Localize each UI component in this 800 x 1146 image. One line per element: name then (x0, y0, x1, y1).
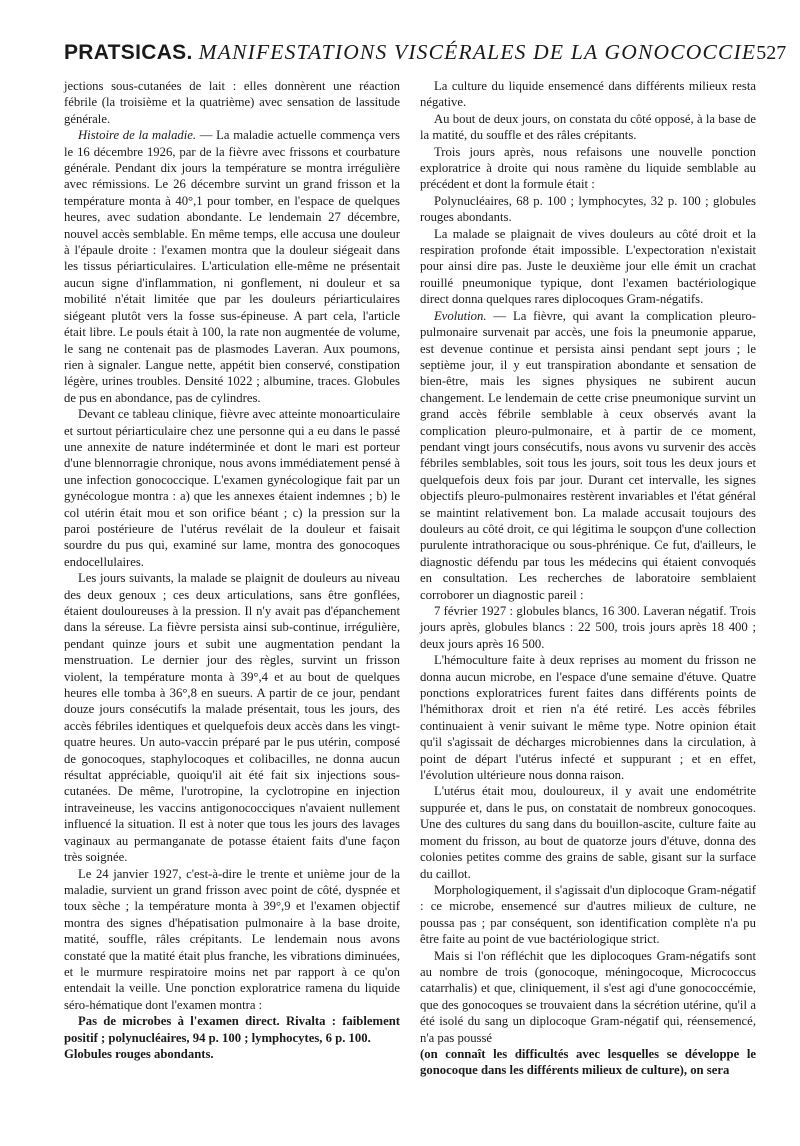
paragraph: Les jours suivants, la malade se plaignit de douleurs au niveau des deux genoux ; ces deux articulations, sans être gonflées, étaient douloureuses à la pression. Il n'y avait pas d'épanchement dans la séreuse. La fièvre persista ainsi sub-continue, irrégulière, pendant quinze jours et subit une augmentation pendant la menstruation. Le dernier jour des règles, survint un frisson violent, la température monta à 39°,4 et au bout de quelques heures elle tomba à 36°,8 en sueurs. A partir de ce jour, pendant douze jours consécutifs la malade présentait, tous les jours, des accès fébriles identiques et quelquefois deux accès dans les vingt-quatre heures. Un auto-vaccin préparé par le pus utérin, composé de gonocoques, staphylocoques et colibacilles, ne donna aucun résultat appréciable, quoiqu'il ait été fait six injections sous-cutanées. De même, l'urotropine, la cyclotropine en injection intraveineuse, les vaccins antigonococciques n'avaient nullement influencé la situation. Il est à noter que tous les jours des lavages vaginaux au permanganate de potasse étaient faits d'une façon très soignée. (64, 571, 400, 865)
paragraph: La culture du liquide ensemencé dans différents milieux resta négative. (420, 79, 756, 110)
paragraph: Mais si l'on réfléchit que les diplocoques Gram-négatifs sont au nombre de trois (gonocoque, méningocoque, Micrococcus catarrhalis) et que, cliniquement, il s'est agi d'une gonococcémie, que des gonocoques se trouvaient dans la sécrétion utérine, qu'il a été isolé du sang un diplocoque Gram-négatif qui, réensemencé, n'a pas poussé (420, 948, 756, 1045)
paragraph-body: — La fièvre, qui avant la complication pleuro-pulmonaire survenait par accès, une fois la pneumonie apparue, est devenue continue et persista ainsi pendant sept jours ; le septième jour, il y eut transpiration abondante et sensation de bien-être, mais les signes physiques ne subirent aucun changement. Le lendemain de cette crise pneumonique survint un grand accès fébrile semblable à ceux observés avant la complication pleuro-pulmonaire, et à partir de ce moment, pendant vingt jours consécutifs, nous avons vu survenir des accès fébriles semblables, soit tous les jours, soit tous les deux jours et quelquefois deux fois par jour. Durant cet intervalle, les signes objectifs pleuro-pulmonaires restèrent invariables et l'état général se maintint relativement bon. La malade accusait toujours des douleurs au côté droit, ce qui légitima le soupçon d'une collection purulente intrathoracique ou sous-phrénique. Ce fut, d'ailleurs, le diagnostic défendu par tous les médecins qui étaient convoqués en consultation. Les recherches de laboratoire semblaient corroborer un diagnostic pareil : (420, 308, 756, 602)
left-column (64, 78, 400, 1079)
paragraph: L'utérus était mou, douloureux, il y avait une endométrite suppurée et, dans le pus, on constatait de nombreux gonocoques. Une des cultures du sang dans du bouillon-ascite, culture faite au moment du frisson, au bout de quatorze jours d'étuve, donna des colonies petites comme des grains de sable, gisant sur la surface du caillot. (420, 784, 756, 881)
paragraph: Globules rouges abondants. (64, 1046, 214, 1061)
right-column (420, 78, 756, 1079)
paragraph: jections sous-cutanées de lait : elles donnèrent une réaction fébrile (la troisième et la quatrième) avec sensation de lassitude générale. (64, 79, 400, 126)
paragraph: Pas de microbes à l'examen direct. Rivalta : faiblement positif ; polynucléaires, 94 p. 100 ; lymphocytes, 6 p. 100. (64, 1014, 400, 1045)
paragraph-evolution (420, 308, 756, 603)
paragraph: Polynucléaires, 68 p. 100 ; lymphocytes, 32 p. 100 ; globules rouges abondants. (420, 193, 756, 225)
paragraph-lead: Histoire de la maladie. (78, 128, 197, 143)
paragraph: Au bout de deux jours, on constata du côté opposé, à la base de la matité, du souffle et des râles crépitants. (420, 111, 756, 143)
paragraph: Trois jours après, nous refaisons une nouvelle ponction exploratrice à droite qui nous ramène du liquide semblable au précédent et dont la formule était : (420, 144, 756, 192)
paragraph: L'hémoculture faite à deux reprises au moment du frisson ne donna aucun microbe, en l'espace d'une semaine d'étuve. Quatre ponctions exploratrices furent faites dans différents points de l'hémithorax droit et rien n'a été retiré. Les accès fébriles continuaient à venir suivant le même type. Notre opinion était qu'il s'agissait de décharges microbiennes dans la circulation, à point de départ l'utérus infecté et suppurant ; et en effet, l'évolution ultérieure nous donna raison. (420, 653, 756, 783)
paragraph-history (64, 127, 400, 406)
paragraph: Devant ce tableau clinique, fièvre avec atteinte monoarticulaire et surtout périarticulaire chez une personne qui a eu dans le passé une annexite de nature indéterminée et dont le mari est porteur d'une blennorragie chronique, nous avons immédiatement pensé à une infection gonococcique. L'examen gynécologique fait par un gynécologue montra : a) que les annexes étaient indemnes ; b) le col utérin était mou et son orifice béant ; c) la pression sur la paroi postérieure de l'utérus revélait de la douleur et faisait sourdre du pus qui, examiné sur lame, montra des gonocoques endocellulaires. (64, 407, 400, 569)
section-title: PRATSICAS. (64, 41, 193, 64)
paragraph-body: — La maladie actuelle commença vers le 16 décembre 1926, par de la fièvre avec frissons et courbature générale. Pendant dix jours la température se montra irrégulière avec rémissions. Le 26 décembre survint un grand frisson et la température monta à 40°,1 pour tomber, en l'espace de quelques heures, avec sudation abondante. Le lendemain 27 décembre, nouvel accès semblable. En même temps, elle accusa une douleur à l'épaule droite : l'examen montra que la douleur siégeait dans les tissus périarticulaires. L'articulation elle-même ne présentait aucun signe d'inflammation, ni gonflement, ni douleur et sa mobilité n'était limitée que par les douleurs périarticulaires siégeant plutôt vers la fosse sus-épineuse. A part cela, l'article était libre. Le pouls était à 100, la rate non augmentée de volume, le sang ne contenait pas de plasmodes Laveran. Aux poumons, rien à signaler. Langue nette, appétit bien conservé, constipation légère, urines troubles. Densité 1022 ; albumine, traces. Globules de pus en abondance, pas de cylindres. (64, 128, 400, 405)
article-title: MANIFESTATIONS VISCÉRALES DE LA GONOCOCCIE (198, 40, 757, 64)
text-columns (64, 78, 756, 1079)
paragraph: 7 février 1927 : globules blancs, 16 300. Laveran négatif. Trois jours après, globules blancs : 22 500, trois jours après 18 400 ; deux jours après 16 500. (420, 604, 756, 651)
page-number: 527 (756, 42, 787, 64)
running-header (64, 40, 787, 78)
paragraph: Morphologiquement, il s'agissait d'un diplocoque Gram-négatif : ce microbe, ensemencé sur d'autres milieux de culture, ne poussa pas ; par conséquent, son identification complète n'a pu être faite au point de vue bactériologique strict. (420, 882, 756, 947)
paragraph: Le 24 janvier 1927, c'est-à-dire le trente et unième jour de la maladie, survient un grand frisson avec point de côté, dyspnée et toux sèche ; la température monta à 39°,9 et l'examen objectif montra des signes d'hépatisation pulmonaire à la base droite, matité, souffle, râles crépitants. Le lendemain nous avons constaté que la matité était plus franche, les vibrations diminuées, et le murmure respiratoire moins net par rapport à ce qu'on entendait la veille. Une ponction exploratrice ramena du liquide séro-hématique dont l'examen montra : (64, 866, 400, 1012)
paragraph: La malade se plaignait de vives douleurs au côté droit et la respiration profonde était impossible. L'expectoration n'existait pour ainsi dire pas. Juste le deuxième jour elle émit un crachat rouillé pneumonique typique, dont l'examen bactériologique direct donna quelques rares diplocoques Gram-négatifs. (420, 226, 756, 307)
paragraph: (on connaît les difficultés avec lesquelles se développe le gonocoque dans les différents milieux de culture), on sera (420, 1046, 756, 1078)
paragraph-lead: Evolution. (434, 308, 487, 323)
